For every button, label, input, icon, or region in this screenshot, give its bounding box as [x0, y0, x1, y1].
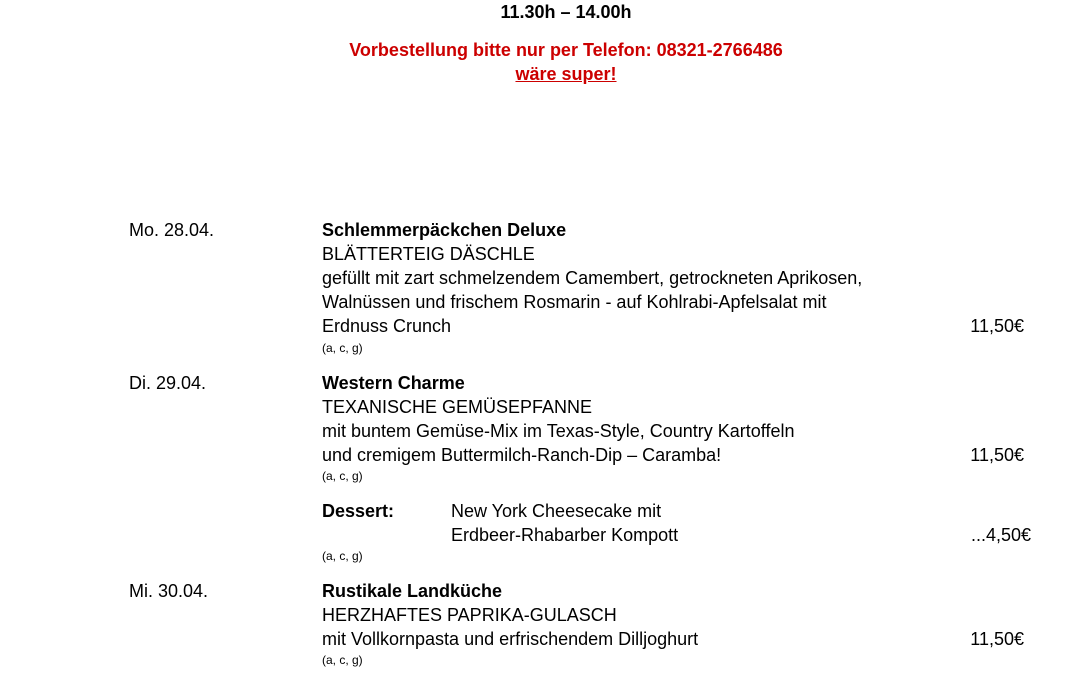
dish-description: Walnüssen und frischem Rosmarin - auf Kohlrabi-Apfelsalat mit	[322, 292, 827, 312]
dish-description: mit Vollkornpasta und erfrischendem Dilljoghurt	[322, 629, 699, 649]
opening-hours: 11.30h – 14.00h	[500, 2, 632, 22]
allergen-codes: (a, c, g)	[322, 341, 363, 355]
day-date: Mi. 30.04.	[129, 581, 209, 601]
dish-description: und cremigem Buttermilch-Ranch-Dip – Caramba!	[322, 445, 722, 465]
dish-price: 11,50€	[970, 629, 1024, 649]
dish-title: Western Charme	[322, 373, 465, 393]
allergen-codes: (a, c, g)	[322, 469, 363, 483]
preorder-notice	[0, 38, 1080, 86]
dish-title: Rustikale Landküche	[322, 581, 503, 601]
preorder-notice-super: wäre super!	[515, 64, 617, 84]
dessert-price: ...4,50€	[970, 525, 1031, 545]
dessert-description: New York Cheesecake mit	[451, 501, 662, 521]
dish-price: 11,50€	[970, 316, 1024, 336]
allergen-codes: (a, c, g)	[322, 653, 363, 667]
dish-name: TEXANISCHE GEMÜSEPFANNE	[322, 397, 593, 417]
day-date: Mo. 28.04.	[129, 220, 215, 240]
dish-description: gefüllt mit zart schmelzendem Camembert, getrockneten Aprikosen,	[322, 268, 863, 288]
dish-name: BLÄTTERTEIG DÄSCHLE	[322, 244, 535, 264]
preorder-notice-phone: Vorbestellung bitte nur per Telefon: 08321-2766486	[349, 40, 783, 60]
dish-price: 11,50€	[970, 445, 1024, 465]
dish-name: HERZHAFTES PAPRIKA-GULASCH	[322, 605, 617, 625]
dish-description: Erdnuss Crunch	[322, 316, 452, 336]
dish-description: mit buntem Gemüse-Mix im Texas-Style, Country Kartoffeln	[322, 421, 795, 441]
dish-title: Schlemmerpäckchen Deluxe	[322, 220, 567, 240]
dessert-description: Erdbeer-Rhabarber Kompott	[451, 525, 679, 545]
allergen-codes: (a, c, g)	[322, 549, 363, 563]
dessert-label: Dessert:	[322, 501, 395, 521]
day-date: Di. 29.04.	[129, 373, 207, 393]
